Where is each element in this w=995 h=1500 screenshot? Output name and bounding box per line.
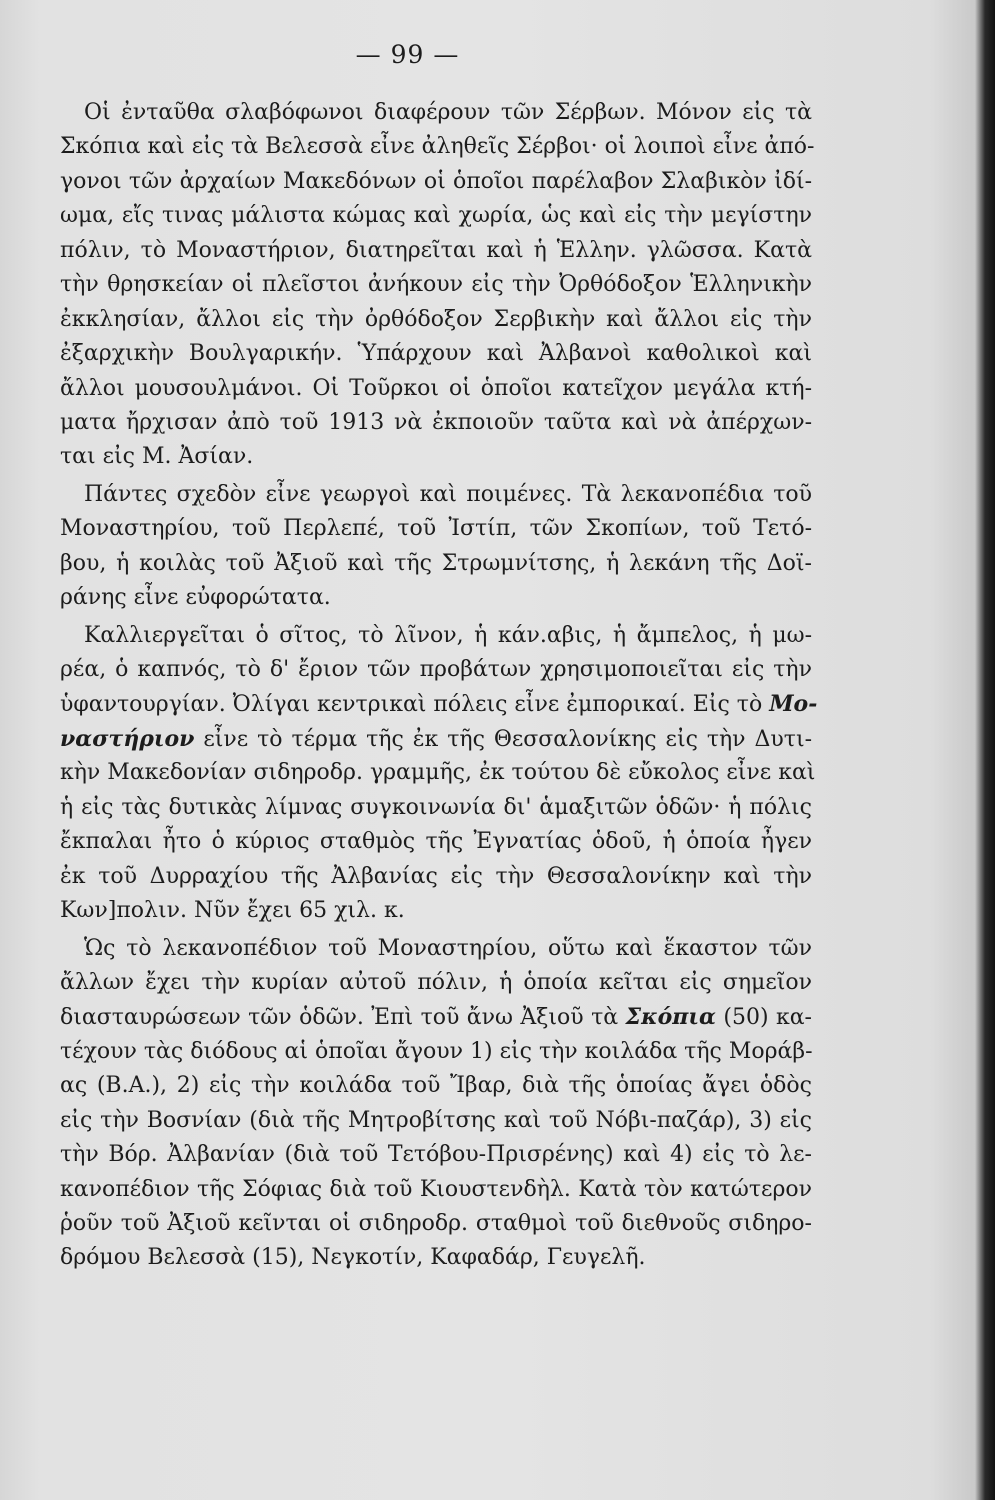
text-line: δρόμου Βελεσσὰ (15), Νεγκοτίν, Καφαδάρ, Γευγελῆ. [60, 1245, 646, 1271]
text-line: τὴν Βόρ. Ἀλβανίαν (διὰ τοῦ Τετόβου-Πρισρένης) καὶ 4) εἰς τὸ λε- [60, 1142, 812, 1168]
text-line: ἡ εἰς τὰς δυτικὰς λίμνας συγκοινωνία δι' ἁμαξιτῶν ὁδῶν· ἡ πόλις [60, 794, 812, 820]
text-line: ἐξαρχικὴν Βουλγαρικήν. Ὑπάρχουν καὶ Ἀλβανοὶ καθολικοὶ καὶ [60, 341, 812, 367]
text-line: Σκόπια καὶ εἰς τὰ Βελεσσὰ εἶνε ἀληθεῖς Σέρβοι· οἱ λοιποὶ εἶνε ἀπό- [60, 134, 815, 160]
text-line: ἐκκλησίαν, ἄλλοι εἰς τὴν ὀρθόδοξον Σερβικὴν καὶ ἄλλοι εἰς τὴν [60, 306, 812, 332]
text-line: ας (Β.Α.), 2) εἰς τὴν κοιλάδα τοῦ Ἴβαρ, διὰ τῆς ὁποίας ἄγει ὁδὸς [60, 1073, 812, 1099]
line-segment: διασταυρώσεων τῶν ὁδῶν. Ἐπὶ τοῦ ἄνω Ἀξιοῦ τὰ [60, 1005, 626, 1031]
text-line: Ὡς τὸ λεκανοπέδιον τοῦ Μοναστηρίου, οὕτω καὶ ἕκαστον τῶν [84, 935, 812, 961]
emphasized-word-skopia: Σκόπια [625, 1004, 716, 1031]
text-line: κὴν Μακεδονίαν σιδηροδρ. γραμμῆς, ἐκ τούτου δὲ εὔκολος εἶνε καὶ [60, 760, 816, 786]
text-line: Οἱ ἐνταῦθα σλαβόφωνοι διαφέρουν τῶν Σέρβων. Μόνον εἰς τὰ [84, 100, 812, 125]
text-line: ἄλλοι μουσουλμάνοι. Οἱ Τοῦρκοι οἱ ὁποῖοι κατεῖχον μεγάλα κτή- [60, 375, 812, 401]
text-line: ματα ἤρχισαν ἀπὸ τοῦ 1913 νὰ ἐκποιοῦν ταῦτα καὶ νὰ ἀπέρχων- [60, 409, 812, 435]
text-line: βου, ἡ κοιλὰς τοῦ Ἀξιοῦ καὶ τῆς Στρωμνίτσης, ἡ λεκάνη τῆς Δοϊ- [60, 550, 812, 576]
text-line: Πάντες σχεδὸν εἶνε γεωργοὶ καὶ ποιμένες. Τὰ λεκανοπέδια τοῦ [84, 481, 812, 507]
line-segment: ὑφαντουργίαν. Ὀλίγαι κεντρικαὶ πόλεις εἶνε ἐμπορικαί. Εἰς τὸ [60, 692, 770, 718]
text-line: Μοναστηρίου, τοῦ Περλεπέ, τοῦ Ἰστίπ, τῶν Σκοπίων, τοῦ Τετό- [60, 516, 812, 542]
text-line: τὴν θρησκείαν οἱ πλεῖστοι ἀνήκουν εἰς τὴν Ὀρθόδοξον Ἑλληνικὴν [60, 272, 812, 298]
text-line [60, 687, 818, 721]
text-line: γονοι τῶν ἀρχαίων Μακεδόνων οἱ ὁποῖοι παρέλαβον Σλαβικὸν ἰδί- [60, 168, 812, 194]
emphasized-word-monastirion-cont: ναστήριον [60, 725, 195, 752]
text-line: ράνης εἶνε εὐφορώτατα. [60, 585, 331, 611]
text-line: ἄλλων ἔχει τὴν κυρίαν αὐτοῦ πόλιν, ἡ ὁποία κεῖται εἰς σημεῖον [60, 969, 812, 995]
emphasized-word-monastirion: Μο- [769, 691, 818, 718]
text-line: ωμα, εἴς τινας μάλιστα κώμας καὶ χωρία, ὡς καὶ εἰς τὴν μεγίστην [60, 203, 812, 229]
text-line [60, 1000, 812, 1034]
text-line: Καλλιεργεῖται ὁ σῖτος, τὸ λῖνον, ἡ κάν.αβις, ἡ ἄμπελος, ἡ μω- [84, 622, 812, 648]
text-line: κανοπέδιον τῆς Σόφιας διὰ τοῦ Κιουστενδὴλ. Κατὰ τὸν κατώτερον [60, 1176, 812, 1202]
text-line: ται εἰς Μ. Ἀσίαν. [60, 444, 254, 470]
text-line: Κων]πολιν. Νῦν ἔχει 65 χιλ. κ. [60, 898, 405, 924]
text-line: τέχουν τὰς διόδους αἱ ὁποῖαι ἄγουν 1) εἰς τὴν κοιλάδα τῆς Μοράβ- [60, 1038, 813, 1064]
text-line: ἔκπαλαι ἦτο ὁ κύριος σταθμὸς τῆς Ἐγνατίας ὁδοῦ, ἡ ὁποία ἦγεν [60, 829, 812, 855]
text-line: ρέα, ὁ καπνός, τὸ δ' ἔριον τῶν προβάτων χρησιμοποιεῖται εἰς τὴν [60, 657, 812, 682]
text-line [60, 722, 812, 756]
line-segment: (50) κα- [715, 1005, 812, 1031]
text-line: πόλιν, τὸ Μοναστήριον, διατηρεῖται καὶ ἡ Ἑλλην. γλῶσσα. Κατὰ [60, 237, 812, 263]
line-segment: εἶνε τὸ τέρμα τῆς ἐκ τῆς Θεσσαλονίκης εἰς τὴν Δυτι- [194, 726, 812, 752]
text-line: ἐκ τοῦ Δυρραχίου τῆς Ἀλβανίας εἰς τὴν Θεσσαλονίκην καὶ τὴν [60, 863, 812, 889]
text-line: εἰς τὴν Βοσνίαν (διὰ τῆς Μητροβίτσης καὶ τοῦ Νόβι-παζάρ), 3) εἰς [60, 1107, 812, 1133]
text-line: ῥοῦν τοῦ Ἀξιοῦ κεῖνται οἱ σιδηροδρ. σταθμοὶ τοῦ διεθνοῦς σιδηρο- [60, 1211, 812, 1236]
page-text [60, 96, 818, 1276]
page-number: — 99 — [355, 40, 460, 69]
